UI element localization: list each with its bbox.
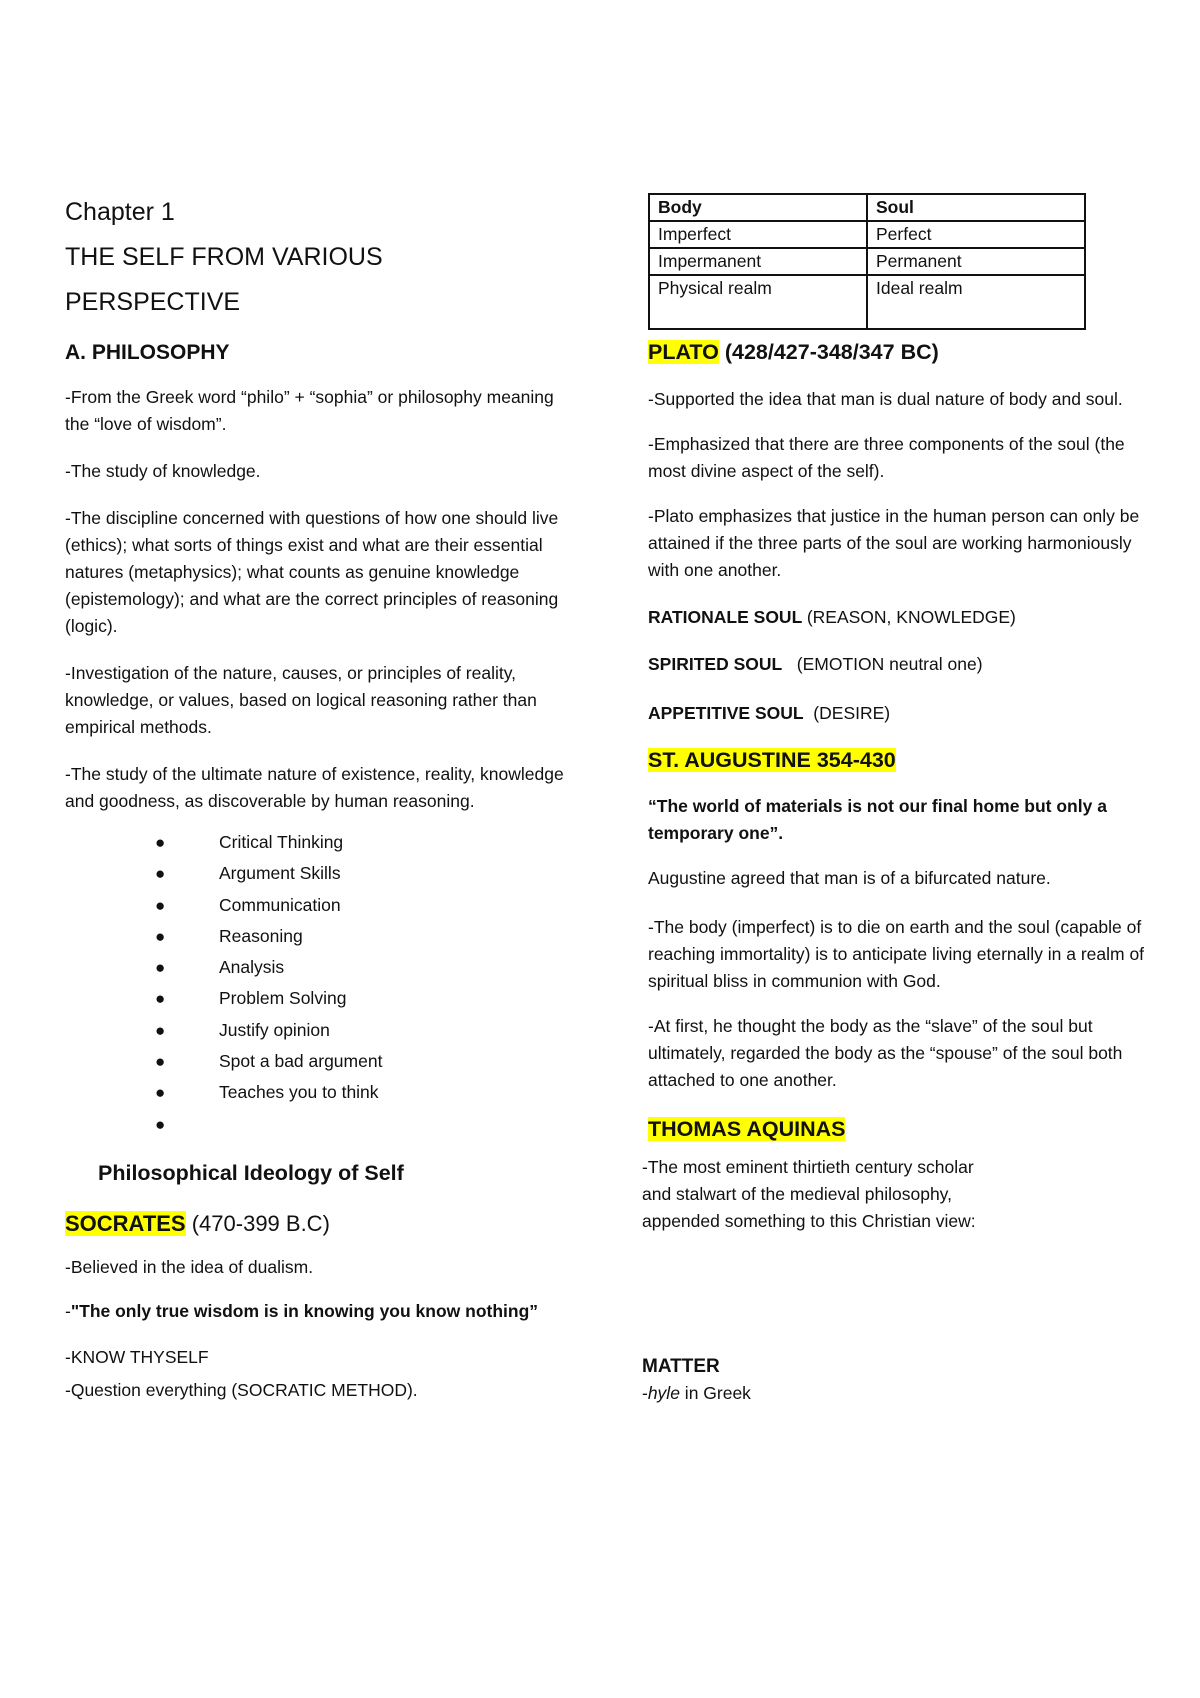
augustine-slave-spouse: -At first, he thought the body as the “slave” of the soul but ultimately, regarded the body as the “spouse” of the soul both attached to one another.	[648, 1016, 1123, 1090]
chapter-label: Chapter 1	[65, 198, 175, 226]
socrates-know-thyself: -KNOW THYSELF	[65, 1346, 209, 1367]
plato-dates: (428/427-348/347 BC)	[718, 340, 939, 364]
aquinas-line-1: -The most eminent thirtieth century scholar	[642, 1157, 974, 1177]
skills-bullet-list	[65, 827, 575, 1140]
matter-rest: in Greek	[679, 1383, 751, 1403]
augustine-title: ST. AUGUSTINE 354-430	[648, 748, 896, 772]
list-item	[65, 952, 575, 983]
bullet-icon: ●	[155, 1083, 166, 1103]
list-item	[65, 1015, 575, 1046]
socrates-question-everything: -Question everything (SOCRATIC METHOD).	[65, 1379, 418, 1400]
right-column	[642, 193, 1148, 1407]
section-philosophy-heading: A. PHILOSOPHY	[65, 341, 230, 364]
table-header-cell: Body	[649, 194, 867, 221]
rational-soul-desc: (REASON, KNOWLEDGE)	[806, 607, 1016, 627]
table-cell: Physical realm	[649, 275, 867, 329]
bullet-icon: ●	[155, 1052, 166, 1072]
list-item-label: Teaches you to think	[219, 1082, 379, 1103]
list-item-label: Communication	[219, 894, 341, 915]
list-item	[65, 1109, 575, 1140]
socrates-dualism: -Believed in the idea of dualism.	[65, 1256, 314, 1277]
appetitive-soul-line	[648, 700, 1148, 727]
chapter-title-line-1: THE SELF FROM VARIOUS	[65, 243, 383, 271]
list-item-label: Justify opinion	[219, 1019, 330, 1040]
paragraph-ultimate-nature: -The study of the ultimate nature of existence, reality, knowledge and goodness, as discoverable by human reasoning.	[65, 764, 564, 811]
table-cell: Imperfect	[649, 221, 867, 248]
aquinas-paragraph	[642, 1154, 1148, 1235]
matter-word: hyle	[647, 1383, 680, 1403]
matter-heading: MATTER	[642, 1356, 720, 1377]
list-item-label: Analysis	[219, 957, 285, 978]
bullet-icon: ●	[155, 1020, 166, 1040]
quote-text: "The only true wisdom is in knowing you know nothing”	[70, 1300, 539, 1321]
list-item	[65, 858, 575, 889]
quote-dash: -	[65, 1300, 71, 1321]
left-column	[65, 190, 575, 1406]
plato-justice: -Plato emphasizes that justice in the human person can only be attained if the three parts of the soul are working harmoniously with one another.	[648, 506, 1140, 580]
table-row	[649, 275, 1085, 329]
chapter-title-line-2: PERSPECTIVE	[65, 288, 241, 316]
bullet-icon: ●	[155, 833, 166, 852]
plato-three-components: -Emphasized that there are three components of the soul (the most divine aspect of the self).	[648, 434, 1125, 481]
list-item	[65, 827, 575, 858]
list-item-label: Argument Skills	[219, 863, 341, 884]
socrates-heading	[65, 1208, 575, 1240]
table-cell: Ideal realm	[867, 275, 1085, 329]
table-row	[649, 221, 1085, 248]
list-item	[65, 921, 575, 952]
plato-dual-nature: -Supported the idea that man is dual nature of body and soul.	[648, 389, 1123, 409]
bullet-icon: ●	[155, 864, 166, 884]
list-item-label: Spot a bad argument	[219, 1051, 383, 1072]
appetitive-soul-desc: (DESIRE)	[803, 703, 891, 723]
spirited-soul-label: SPIRITED SOUL	[648, 654, 783, 674]
list-item-label: Critical Thinking	[219, 832, 344, 852]
spirited-soul-line	[648, 651, 1148, 678]
table-header-cell: Soul	[867, 194, 1085, 221]
augustine-heading	[648, 745, 1148, 775]
socrates-quote	[65, 1295, 575, 1327]
list-item	[65, 983, 575, 1014]
socrates-name: SOCRATES	[65, 1210, 186, 1236]
table-cell: Impermanent	[649, 248, 867, 275]
appetitive-soul-label: APPETITIVE SOUL	[648, 703, 804, 723]
rational-soul-label: RATIONALE SOUL	[648, 607, 807, 627]
aquinas-line-2: and stalwart of the medieval philosophy,	[642, 1184, 952, 1204]
augustine-body-soul: -The body (imperfect) is to die on earth and the soul (capable of reaching immortality) is to anticipate living eternally in a realm of spiritual bliss in communion with God.	[648, 917, 1145, 991]
paragraph-study-knowledge: -The study of knowledge.	[65, 461, 261, 481]
philosophical-ideology-heading: Philosophical Ideology of Self	[98, 1160, 404, 1185]
augustine-bifurcated: Augustine agreed that man is of a bifurcated nature.	[648, 868, 1051, 888]
socrates-dates: (470-399 B.C)	[185, 1210, 330, 1236]
matter-dash: -	[642, 1383, 648, 1403]
plato-heading	[648, 336, 1148, 368]
list-item	[65, 1046, 575, 1077]
aquinas-heading	[648, 1114, 1148, 1144]
aquinas-line-3: appended something to this Christian view:	[642, 1211, 976, 1231]
bullet-icon: ●	[155, 989, 166, 1009]
list-item-label: Reasoning	[219, 925, 303, 946]
paragraph-discipline: -The discipline concerned with questions of how one should live (ethics); what sorts of things exist and what are their essential natures (metaphysics); what counts as genuine knowledge (epistemology); and what are the correct principles of reasoning (logic).	[65, 508, 559, 636]
spirited-soul-desc: (EMOTION neutral one)	[782, 654, 983, 674]
bullet-icon: ●	[155, 1114, 166, 1134]
paragraph-philo-sophia: -From the Greek word “philo” + “sophia” or philosophy meaning the “love of wisdom”.	[65, 387, 554, 434]
rational-soul-line	[648, 604, 1148, 631]
aquinas-title: THOMAS AQUINAS	[648, 1117, 846, 1141]
augustine-quote: “The world of materials is not our final home but only a temporary one”.	[648, 796, 1107, 843]
table-cell: Permanent	[867, 248, 1085, 275]
bullet-icon: ●	[155, 958, 166, 978]
paragraph-investigation: -Investigation of the nature, causes, or principles of reality, knowledge, or values, based on logical reasoning rather than empirical methods.	[65, 663, 537, 737]
matter-definition	[642, 1380, 1148, 1407]
list-item-label: Problem Solving	[219, 988, 347, 1009]
list-item	[65, 1077, 575, 1108]
table-header-row	[649, 194, 1085, 221]
list-item	[65, 890, 575, 921]
bullet-icon: ●	[155, 926, 166, 946]
bullet-icon: ●	[155, 895, 166, 915]
table-cell: Perfect	[867, 221, 1085, 248]
body-soul-table	[648, 193, 1086, 330]
plato-name: PLATO	[648, 340, 719, 364]
table-row	[649, 248, 1085, 275]
